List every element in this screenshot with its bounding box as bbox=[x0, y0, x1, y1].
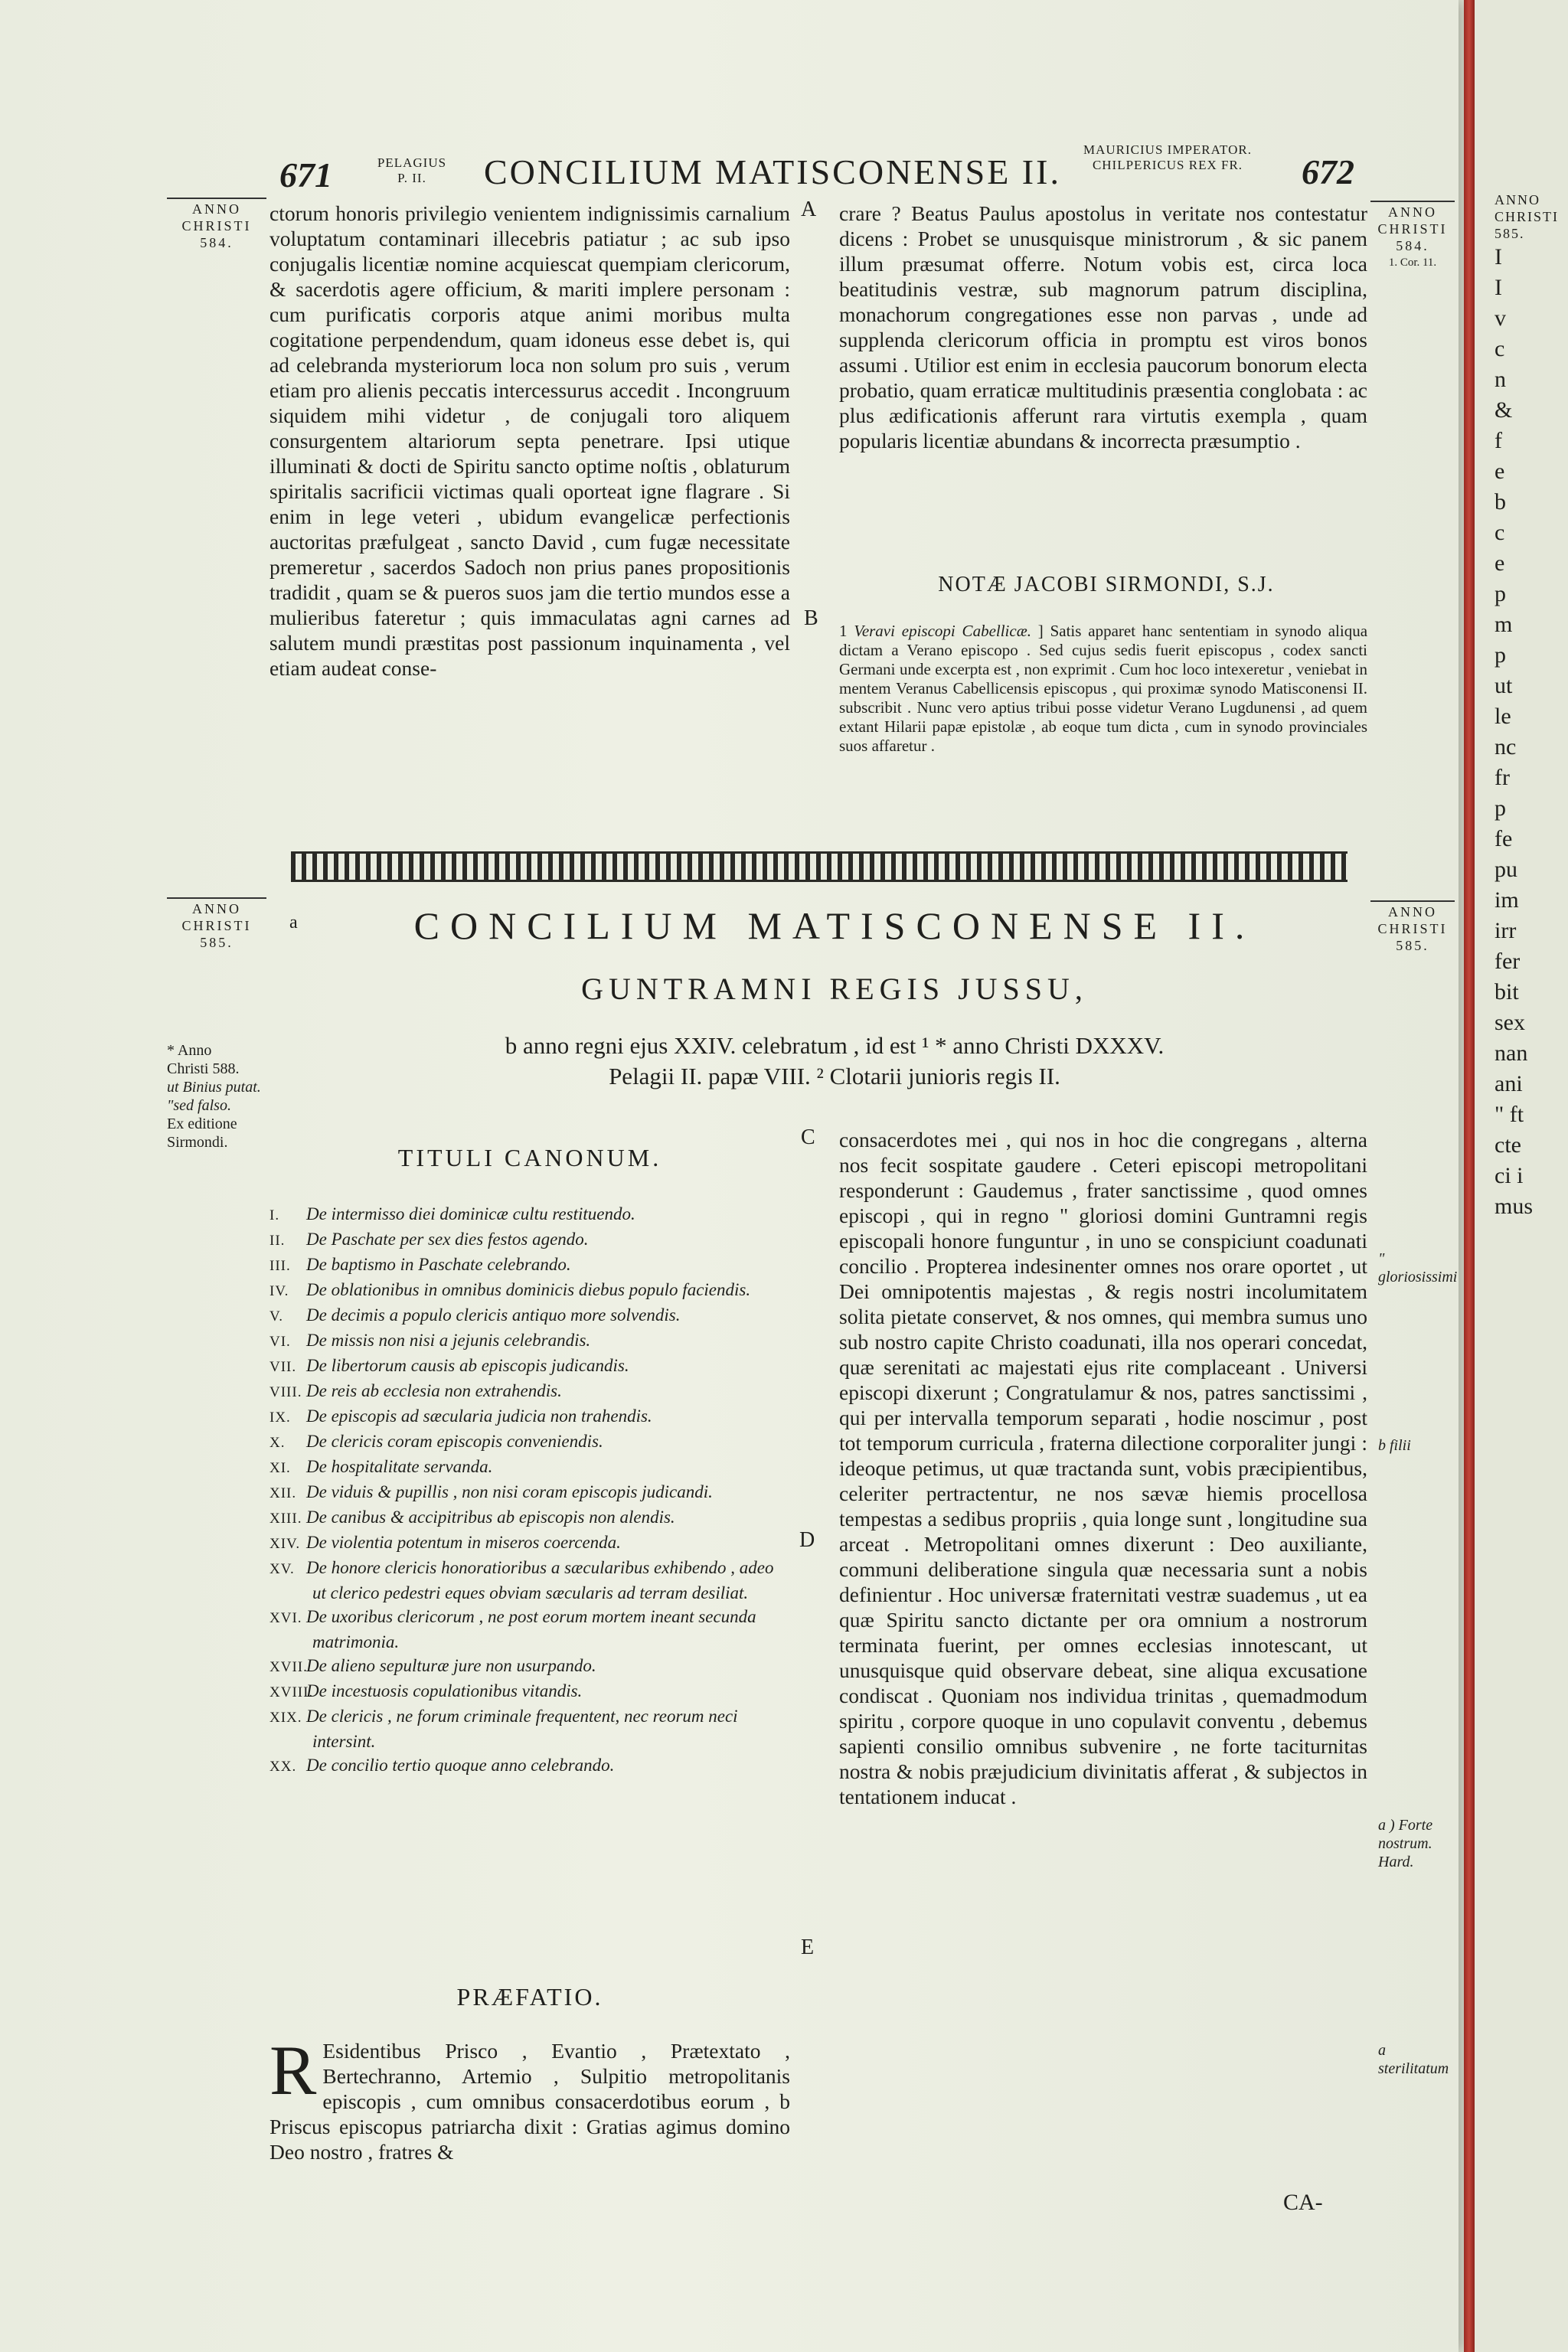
right-column-top-text: crare ? Beatus Paulus apostolus in veritate nos contestatur dicens : Probet se unusquisque ministrorum , & sic panem illum præsumat offerre. Notum vobis est, circa loca beatitudinis vestræ, sub magnorum patrum disciplina, monachorum congregationes esse non parvas , unde ad supplenda clericorum officia in promptu est viros bonos assumi . Utilior est enim in ecclesia paucorum bonorum electa probatio, quam erraticæ multitudinis præsentia conglobata : ac plus ædificationis afferunt rara virtutis exempla , quam popularis licentiæ abundans & incorrecta præsumptio . bbox=[839, 201, 1367, 452]
edge-fragment: fr bbox=[1494, 765, 1510, 790]
edge-fragment: p bbox=[1494, 795, 1506, 821]
titulus-text: De decimis a populo clericis antiquo more solvendis. bbox=[306, 1305, 681, 1325]
titulus-item bbox=[270, 1379, 790, 1404]
titulus-text: De concilio tertio quoque anno celebrando. bbox=[306, 1756, 615, 1775]
titulus-number: XIII. bbox=[270, 1511, 302, 1527]
edge-fragment: p bbox=[1494, 642, 1506, 668]
titulus-item bbox=[270, 1253, 790, 1278]
note-text: ] Satis apparet hanc sententiam in synodo aliqua dictam a Verano episcopo . Sed cujus sedis fuerit episcopus , codex sancti Germani unde excerpta est , non exprimit . Cum hoc loco intexeretur , veniebat in mentem Veranus Cabellicensis episcopus , qui proximæ synodo Matisconensi II. subscribit . Nunc vero aptius tribui posse videtur Verano Lugdunensi , ad quem extant Hilarii papæ epistolæ , ab eoque tum dicta , cum in synodo provinciales suos affaretur . bbox=[839, 622, 1368, 755]
anno-christi: CHRISTI bbox=[181, 918, 252, 933]
titulus-item bbox=[270, 1605, 790, 1654]
titulus-item bbox=[270, 1354, 790, 1379]
titulus-item bbox=[270, 1505, 790, 1530]
edge-fragment: f bbox=[1494, 428, 1502, 453]
titulus-number: VI. bbox=[270, 1334, 291, 1350]
note-number: 1 bbox=[839, 622, 848, 640]
tituli-heading: TITULI CANONUM. bbox=[397, 1144, 662, 1171]
anno-year: 584. bbox=[200, 235, 234, 250]
edge-fragment: c bbox=[1494, 520, 1505, 545]
titulus-item bbox=[270, 1227, 790, 1253]
titulus-item bbox=[270, 1654, 790, 1679]
edge-fragment: nc bbox=[1494, 734, 1517, 760]
titulus-text: De uxoribus clericorum , ne post eorum mortem ineant secunda matrimonia. bbox=[306, 1607, 756, 1651]
section-letter-a: A bbox=[801, 198, 817, 221]
titulus-number: IV. bbox=[270, 1283, 289, 1299]
edge-fragment: mus bbox=[1494, 1194, 1534, 1219]
titulus-item bbox=[270, 1404, 790, 1429]
titulus-item bbox=[270, 1429, 790, 1455]
sidenote-line: Ex editione bbox=[167, 1116, 237, 1132]
edge-fragment: cte bbox=[1494, 1132, 1521, 1158]
page-number-left: 671 bbox=[279, 155, 332, 194]
titulus-item bbox=[270, 1202, 790, 1227]
anno-christi: CHRISTI bbox=[181, 218, 252, 234]
edge-fragment: I bbox=[1494, 244, 1502, 270]
anno-year: 585. bbox=[200, 935, 234, 950]
titulus-text: De alieno sepulturæ jure non usurpando. bbox=[306, 1656, 596, 1675]
titulus-number: XIX. bbox=[270, 1710, 302, 1726]
edge-fragment: irr bbox=[1494, 918, 1517, 943]
titulus-number: I. bbox=[270, 1207, 280, 1223]
edge-fragment: I bbox=[1494, 275, 1502, 300]
edge-fragment: e bbox=[1494, 550, 1505, 576]
anno-label: ANNO bbox=[1370, 900, 1455, 920]
titulus-text: De episcopis ad sæcularia judicia non trahendis. bbox=[306, 1406, 652, 1426]
titulus-item bbox=[270, 1303, 790, 1328]
edge-fragment: b bbox=[1494, 489, 1506, 514]
edge-fragment: e bbox=[1494, 459, 1505, 484]
prefatio-text: Esidentibus Prisco , Evantio , Prætextato , Bertechranno, Artemio , Sulpitio metropolitanis episcopis , cum omnibus consacerdotibus eorum , b Priscus episcopus patriarcha dixit : Gratias agimus domino Deo nostro , fratres & bbox=[270, 2039, 790, 2164]
sidenote-line: ut Binius putat. "sed falso. bbox=[167, 1079, 261, 1114]
edge-fragment: p bbox=[1494, 581, 1506, 606]
sidenote-left bbox=[167, 1041, 266, 1152]
titulus-number: XV. bbox=[270, 1561, 295, 1577]
titulus-item bbox=[270, 1480, 790, 1505]
titulus-number: VII. bbox=[270, 1359, 297, 1375]
section-letter-c: C bbox=[801, 1125, 815, 1149]
titulus-text: De intermisso diei dominicæ cultu restituendo. bbox=[306, 1204, 635, 1223]
council-subtitle: GUNTRAMNI REGIS JUSSU, bbox=[581, 972, 1088, 1006]
titulus-item bbox=[270, 1455, 790, 1480]
left-column-top bbox=[270, 201, 790, 681]
header-pope bbox=[374, 155, 450, 186]
titulus-text: De incestuosis copulationibus vitandis. bbox=[306, 1681, 583, 1700]
anno-christi: CHRISTI bbox=[1377, 221, 1448, 237]
anno-label: ANNO bbox=[1370, 201, 1455, 220]
anno-marker-left-mid bbox=[167, 897, 266, 951]
titulus-text: De clericis coram episcopis conveniendis. bbox=[306, 1432, 603, 1451]
titulus-item bbox=[270, 1530, 790, 1556]
titulus-item bbox=[270, 1328, 790, 1354]
titulus-text: De viduis & pupillis , non nisi coram episcopis judicandi. bbox=[306, 1482, 713, 1501]
titulus-text: De clericis , ne forum criminale frequentent, nec reorum neci intersint. bbox=[306, 1707, 738, 1751]
titulus-text: De violentia potentum in miseros coercenda. bbox=[306, 1533, 621, 1552]
edge-fragment: fe bbox=[1494, 826, 1513, 851]
anno-label: ANNO bbox=[167, 897, 266, 917]
edge-fragment: sex bbox=[1494, 1010, 1525, 1035]
left-column-top-text: ctorum honoris privilegio venientem indignissimis carnalium voluptatum contaminari illecebris patiatur ; ac sub ipso conjugalis licentiæ nomine acquiescat quempiam clericorum, & sacerdotis agere officium, & mariti implere personam : cum purificatis corporis atque animi moribus multa cogitatione perpendendum, quam idoneus esse debet is, qui ad celebranda mysteriorum loca non solum pro suis , verum etiam pro alienis peccatis intercessurus accedit . Incongruum siquidem mihi videtur , de conjugali toro aliquem consurgentem altariorum septa penetrare. Ipsi utique illuminati & docti de Spiritu sancto optime noſtis , oblaturum spiritalis sacrificii victimas quali oporteat igne flagrare . Si enim in lege veteri , ubidum evangelicæ perfectionis auctoritas præfulgeat , sancto David , cum fugæ necessitate premeretur , sacerdos Sadoch non prius panes propositionis tradidit , quam se & pueros suos jam die tertio mundos esse a mulieribus fateretur ; quis immaculatas agni carnes ad salutem mundi præstitas post passionum inquinamenta , vel etiam audeat conse- bbox=[270, 201, 790, 680]
edge-fragment: m bbox=[1494, 612, 1513, 637]
titulus-number: XI. bbox=[270, 1460, 291, 1476]
prefatio-body bbox=[270, 2031, 790, 2164]
edge-fragment: CHRISTI bbox=[1494, 209, 1560, 224]
next-page-edge bbox=[1464, 0, 1568, 2352]
council-title: CONCILIUM MATISCONENSE II. bbox=[413, 904, 1256, 947]
anno-year: 585. bbox=[1396, 938, 1429, 953]
titulus-text: De honore clericis honoratioribus a sæcularibus exhibendo , adeo ut clerico pedestri eques obviam sæcularis ad terram desiliat. bbox=[306, 1558, 774, 1602]
page-number-right: 672 bbox=[1302, 152, 1354, 191]
edge-fragment: 585. bbox=[1494, 226, 1525, 241]
ornamental-divider bbox=[291, 851, 1348, 882]
edge-fragment: nan bbox=[1494, 1040, 1528, 1066]
next-page-fragments bbox=[1494, 191, 1568, 1222]
tituli-list bbox=[270, 1202, 790, 1779]
sirmond-notes bbox=[839, 622, 1367, 756]
titulus-text: De canibus & accipitribus ab episcopis non alendis. bbox=[306, 1508, 675, 1527]
titulus-number: III. bbox=[270, 1258, 291, 1274]
right-column-top bbox=[839, 201, 1367, 453]
running-title: CONCILIUM MATISCONENSE II. bbox=[484, 152, 1061, 191]
margin-note-sterilitatum: a sterilitatum bbox=[1378, 2042, 1449, 2077]
titulus-number: XVII. bbox=[270, 1659, 308, 1675]
titulus-text: De hospitalitate servanda. bbox=[306, 1457, 493, 1476]
header-rulers bbox=[1049, 142, 1286, 173]
titulus-text: De baptismo in Paschate celebrando. bbox=[306, 1255, 571, 1274]
anno-marker-right-top bbox=[1370, 201, 1455, 271]
header-pope-number: P. II. bbox=[397, 171, 426, 185]
titulus-item bbox=[270, 1556, 790, 1605]
anno-marker-left-top bbox=[167, 198, 266, 251]
edge-fragment: le bbox=[1494, 704, 1511, 729]
notes-heading: NOTÆ JACOBI SIRMONDI, S.J. bbox=[938, 573, 1275, 596]
note-lemma: Veravi episcopi Cabellicæ. bbox=[854, 622, 1031, 640]
council-date-line-2: Pelagii II. papæ VIII. ² Clotarii junioris regis II. bbox=[609, 1063, 1060, 1089]
book-spine bbox=[1464, 0, 1475, 2352]
titulus-number: XIV. bbox=[270, 1536, 301, 1552]
titulus-item bbox=[270, 1679, 790, 1704]
scripture-reference: 1. Cor. 11. bbox=[1388, 256, 1437, 269]
council-title-mark: a bbox=[289, 913, 298, 933]
edge-fragment: & bbox=[1494, 397, 1513, 423]
edge-fragment: " ft bbox=[1494, 1102, 1524, 1127]
header-emperor: MAURICIUS IMPERATOR. bbox=[1083, 142, 1252, 157]
anno-label: ANNO bbox=[167, 198, 266, 217]
titulus-number: XVI. bbox=[270, 1610, 302, 1626]
sidenote-line: Christi 588. bbox=[167, 1060, 240, 1077]
titulus-number: V. bbox=[270, 1308, 284, 1325]
titulus-number: XII. bbox=[270, 1485, 297, 1501]
right-column-bottom bbox=[839, 1127, 1367, 1809]
sidenote-line: Sirmondi. bbox=[167, 1134, 228, 1151]
edge-fragment: v bbox=[1494, 305, 1506, 331]
edge-fragment: im bbox=[1494, 887, 1519, 913]
section-letter-e: E bbox=[801, 1936, 815, 1959]
margin-note-forte: a ) Forte nostrum. Hard. bbox=[1378, 1817, 1433, 1870]
prefatio-heading: PRÆFATIO. bbox=[456, 1983, 603, 2011]
edge-fragment: ani bbox=[1494, 1071, 1523, 1096]
edge-fragment: bit bbox=[1494, 979, 1519, 1004]
drop-cap: R bbox=[270, 2031, 317, 2109]
header-king: CHILPERICUS REX FR. bbox=[1092, 158, 1243, 172]
edge-fragment: pu bbox=[1494, 857, 1517, 882]
titulus-number: XX. bbox=[270, 1759, 297, 1775]
titulus-text: De libertorum causis ab episcopis judicandis. bbox=[306, 1356, 629, 1375]
margin-note-gloriosissimi: " gloriosissimi bbox=[1378, 1250, 1458, 1285]
titulus-text: De oblationibus in omnibus dominicis diebus populo faciendis. bbox=[306, 1280, 751, 1299]
titulus-number: XVIII. bbox=[270, 1684, 314, 1700]
edge-fragment: ut bbox=[1494, 673, 1513, 698]
anno-christi: CHRISTI bbox=[1377, 921, 1448, 936]
titulus-item bbox=[270, 1753, 790, 1779]
section-letter-d: D bbox=[799, 1528, 815, 1552]
anno-year: 584. bbox=[1396, 238, 1429, 253]
titulus-number: II. bbox=[270, 1233, 286, 1249]
council-date-line-1: b anno regni ejus XXIV. celebratum , id est ¹ * anno Christi DXXXV. bbox=[505, 1032, 1165, 1059]
titulus-number: X. bbox=[270, 1435, 286, 1451]
sidenote-line: * Anno bbox=[167, 1042, 212, 1059]
edge-fragment: n bbox=[1494, 367, 1506, 392]
titulus-text: De Paschate per sex dies festos agendo. bbox=[306, 1230, 589, 1249]
edge-fragment: ANNO bbox=[1494, 192, 1540, 207]
titulus-text: De reis ab ecclesia non extrahendis. bbox=[306, 1381, 562, 1400]
section-letter-b: B bbox=[804, 606, 818, 630]
edge-fragment: fer bbox=[1494, 949, 1521, 974]
edge-fragment: ci i bbox=[1494, 1163, 1524, 1188]
titulus-item bbox=[270, 1704, 790, 1753]
titulus-number: IX. bbox=[270, 1410, 291, 1426]
anno-marker-right-mid bbox=[1370, 900, 1455, 954]
titulus-text: De missis non nisi a jejunis celebrandis. bbox=[306, 1331, 591, 1350]
titulus-number: VIII. bbox=[270, 1384, 302, 1400]
right-column-bottom-text: consacerdotes mei , qui nos in hoc die congregans , alterna nos fecit sospitate gaudere . Ceteri episcopi metropolitani responderunt : Gaudemus , frater sanctissime , quod omnes episcopi , qui in regno " gloriosi domini Guntramni regis episcopali honore funguntur , in uno se conspiciunt coadunati concilio . Propterea indesinenter omnes nos orare oportet , ut Dei omnipotentis majestas , & regis nostri incolumitatem solita pietate conservet, & nos omnes, qui membra sumus uno sub nostro capite Christo coadunati, illa nos operari concedat, quæ serenitati ac majestati ejus rite complaceant . Universi episcopi dixerunt ; Congratulamur & nos, patres sanctissimi , qui per intervalla temporum separati , hodie noscimur , post tot temporum curricula , fraterna dilectione corporaliter jungi : ideoque petimus, ut quæ tractanda sunt, vobis præcipientibus, celeriter pertractentur, ne nos sævæ hiemis procellosa tempestas a sedibus propriis , quia longe sunt , longitudine sua arceat . Metropolitani omnes dixerunt : Deo auxiliante, communi deliberatione singula quæ necessaria sunt a nobis definientur . Hoc universæ fraternitati vestræ suademus , ut ea quæ Spiritu sancto dictante per ora omnium a nostrorum terminata fuerint, per omnes ecclesias innotescant, ut unusquisque quid observare debeat, sine aliqua excusatione condiscat . Quoniam nos individua trinitas , quemadmodum spiritu , corpore quoque in uno copulavit conventu , debemus sapienti consilio omnibus subvenire , ne forte taciturnitas nostra & nobis præjudicium divinitatis afferat , & subjectos in tentationem inducat . bbox=[839, 1128, 1367, 1808]
edge-fragment: c bbox=[1494, 336, 1505, 361]
header-pope-name: PELAGIUS bbox=[377, 155, 447, 170]
titulus-item bbox=[270, 1278, 790, 1303]
margin-note-filii: b filii bbox=[1378, 1437, 1411, 1454]
catchword: CA- bbox=[1283, 2190, 1323, 2215]
